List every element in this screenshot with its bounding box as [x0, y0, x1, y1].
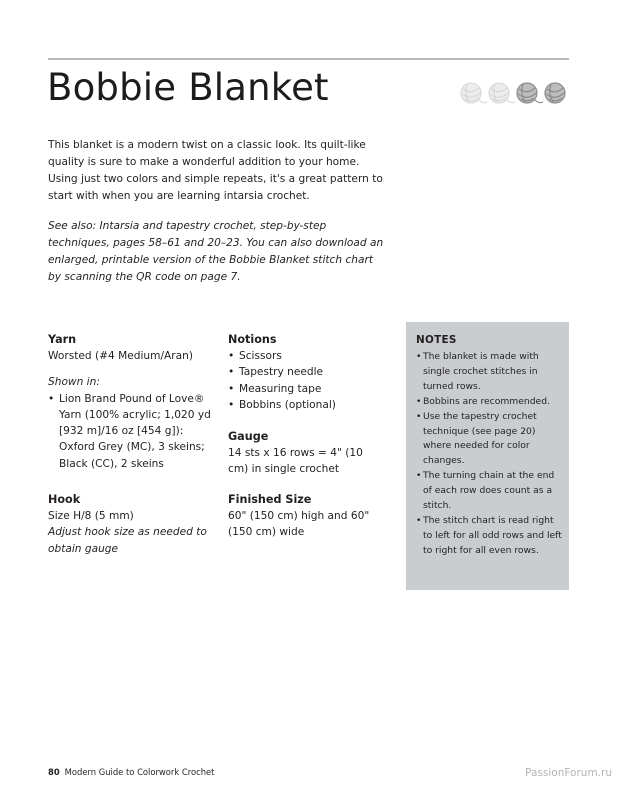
yarn-weight: Worsted (#4 Medium/Aran) — [48, 350, 193, 362]
yarn-ball-icon — [545, 83, 565, 103]
gauge-text: 14 sts x 16 rows = 4" (10 cm) in single crochet — [228, 447, 363, 476]
notions-heading: Notions — [228, 333, 277, 346]
book-title: Modern Guide to Colorwork Crochet — [64, 767, 215, 777]
page-footer — [48, 767, 214, 777]
watermark: PassionForum.ru — [525, 767, 612, 779]
notes-item: • The stitch chart is read right to left for all odd rows and left to right for all even rows. — [416, 514, 563, 559]
notes-item: • Bobbins are recommended. — [416, 395, 563, 410]
page-number: 80 — [48, 767, 60, 777]
gauge-section — [228, 428, 378, 478]
gauge-heading: Gauge — [228, 430, 269, 443]
hook-heading: Hook — [48, 493, 81, 506]
notes-heading: NOTES — [416, 334, 457, 346]
yarn-section — [48, 331, 213, 472]
finished-size-section — [228, 491, 378, 541]
notes-box — [406, 322, 569, 590]
notions-item: • Bobbins (optional) — [228, 397, 378, 413]
yarn-heading: Yarn — [48, 333, 77, 346]
hook-section — [48, 491, 213, 557]
finished-size-text: 60" (150 cm) high and 60" (150 cm) wide — [228, 510, 370, 539]
hook-gauge-note: Adjust hook size as needed to obtain gauge — [48, 526, 207, 555]
notes-item: • Use the tapestry crochet technique (see page 20) where needed for color changes. — [416, 410, 563, 470]
yarn-ball-icon — [489, 83, 515, 103]
shown-in-label: Shown in: — [48, 376, 100, 389]
hook-size: Size H/8 (5 mm) — [48, 510, 134, 522]
yarn-ball-icon — [517, 83, 543, 103]
finished-size-heading: Finished Size — [228, 493, 312, 506]
intro-paragraph: This blanket is a modern twist on a classic look. Its quilt-like quality is sure to make a wonderful addition to your home. Using just two colors and simple repeats, it's a great pattern to start with when you are learning intarsia crochet. — [48, 139, 383, 202]
page-title: Bobbie Blanket — [47, 66, 329, 109]
notes-item: • The turning chain at the end of each row does count as a stitch. — [416, 469, 563, 514]
yarn-list — [48, 391, 213, 472]
notions-item: • Measuring tape — [228, 381, 378, 397]
notes-list — [406, 350, 569, 559]
top-rule — [48, 58, 569, 60]
notions-item: • Scissors — [228, 348, 378, 364]
notes-item: • The blanket is made with single crochet stitches in turned rows. — [416, 350, 563, 395]
yarn-list-item: • Lion Brand Pound of Love® Yarn (100% acrylic; 1,020 yd [932 m]/16 oz [454 g]): Oxford Grey (MC), 3 skeins; Black (CC), 2 skeins — [48, 391, 213, 472]
notions-item: • Tapestry needle — [228, 364, 378, 380]
yarn-ball-icon — [461, 83, 487, 103]
notions-list — [228, 348, 378, 413]
notions-section — [228, 331, 378, 413]
yarn-ball-icon — [457, 78, 569, 108]
see-also-paragraph: See also: Intarsia and tapestry crochet, step-by-step techniques, pages 58–61 and 20–23. You can also download an enlarged, printable version of the Bobbie Blanket stitch chart by scanning the QR code on page 7. — [48, 220, 384, 283]
